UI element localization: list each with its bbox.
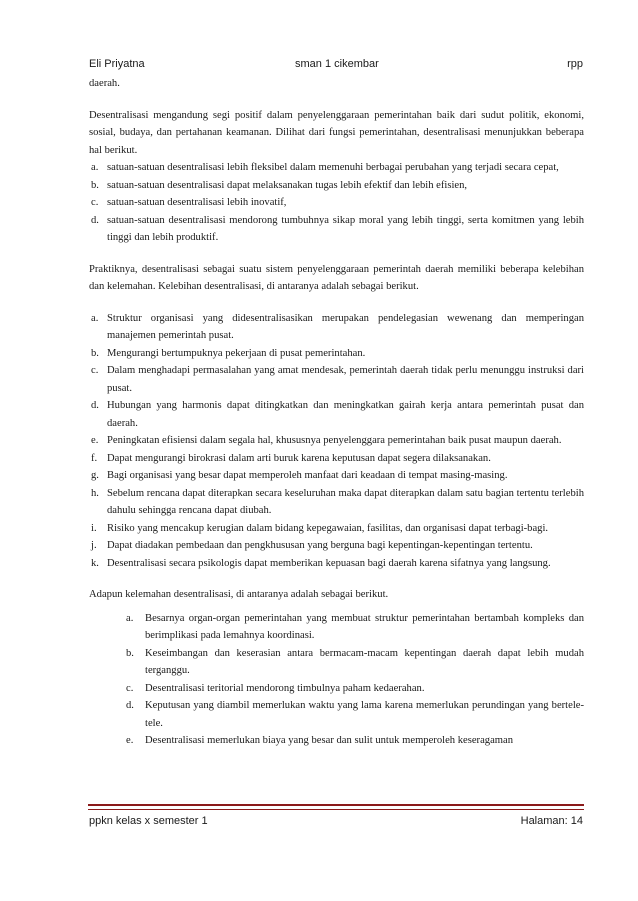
- list-item: [89, 732, 584, 750]
- list-item-text: satuan-satuan desentralisasi dapat melaksanakan tugas lebih efektif dan lebih efisien,: [107, 179, 468, 191]
- list-item-text: satuan-satuan desentralisasi lebih fleksibel dalam memenuhi berbagai perubahan yang terjadi secara cepat,: [107, 162, 559, 173]
- list-item: [89, 520, 584, 538]
- list-item-text: Peningkatan efisiensi dalam segala hal, khususnya penyelenggara pemerintahan baik pusat maupun daerah.: [107, 435, 562, 446]
- list-item-text: satuan-satuan desentralisasi mendorong tumbuhnya sikap moral yang lebih tinggi, serta komitmen yang lebih tinggi dan lebih produktif.: [107, 214, 584, 243]
- list-item: [89, 485, 584, 520]
- list-item-text: Sebelum rencana dapat diterapkan secara keseluruhan maka dapat diterapkan dalam satu bagian tertentu terlebih dahulu sehingga rencana dapat diubah.: [107, 487, 584, 516]
- list-item: [89, 610, 584, 645]
- list-item-label: b.: [126, 647, 134, 659]
- list-item-text: Besarnya organ-organ pemerintahan yang membuat struktur pemerintahan bertambah kompleks dan berimplikasi pada lemahnya koordinasi.: [145, 612, 584, 641]
- list-item-text: Keseimbangan dan keserasian antara bermacam-macam kepentingan daerah dapat lebih mudah terganggu.: [145, 647, 584, 676]
- list-item-text: satuan-satuan desentralisasi lebih inovatif,: [107, 197, 287, 208]
- list-item-text: Desentralisasi memerlukan biaya yang besar dan sulit untuk memperoleh keseragaman: [145, 735, 514, 746]
- list-item: [89, 362, 584, 397]
- list-item-label: e.: [91, 435, 99, 446]
- footer-rule-thick: [88, 804, 584, 806]
- list-item-label: k.: [91, 557, 99, 569]
- list-item: [89, 397, 584, 432]
- footer-rule-thin: [88, 809, 584, 810]
- list-item-text: Struktur organisasi yang didesentralisasikan merupakan pendelegasian wewenang dan memperingan manajemen pemerintah pusat.: [107, 312, 584, 341]
- list-item-label: b.: [91, 179, 99, 191]
- list-item: [89, 555, 584, 573]
- weaknesses-list: [89, 610, 584, 750]
- list-item: [89, 467, 584, 485]
- paragraph-weaknesses-intro: Adapun kelemahan desentralisasi, di antaranya adalah sebagai berikut.: [89, 589, 389, 600]
- paragraph-advantages-intro: Praktiknya, desentralisasi sebagai suatu sistem penyelenggaraan pemerintah daerah memiliki beberapa kelebihan dan kelemahan. Kelebihan desentralisasi, di antaranya adalah sebagai berikut.: [89, 263, 584, 292]
- list-item-label: i.: [91, 522, 97, 534]
- list-item: [89, 450, 584, 468]
- header-doc-type: rpp: [567, 58, 583, 70]
- list-item-text: Desentralisasi secara psikologis dapat memberikan kepuasan bagi daerah karena sifatnya yang langsung.: [107, 557, 551, 569]
- advantages-list: [89, 310, 584, 573]
- list-item-text: Dapat mengurangi birokrasi dalam arti buruk karena keputusan dapat segera dilaksanakan.: [107, 452, 491, 464]
- list-item-label: c.: [91, 197, 99, 208]
- list-item-label: j.: [91, 540, 97, 551]
- list-item-label: c.: [91, 365, 99, 376]
- list-item: [89, 177, 584, 195]
- list-item-label: f.: [91, 452, 98, 464]
- list-item-label: d.: [91, 400, 99, 411]
- list-item-text: Dalam menghadapi permasalahan yang amat mendesak, pemerintah daerah tidak perlu menunggu instruksi dari pusat.: [107, 365, 584, 394]
- header-school: sman 1 cikembar: [295, 58, 379, 70]
- page-footer: [0, 815, 638, 831]
- list-item-text: Desentralisasi teritorial mendorong timbulnya paham kedaerahan.: [145, 682, 425, 694]
- list-item-label: b.: [91, 347, 99, 359]
- list-item-label: e.: [126, 735, 134, 746]
- header-author: Eli Priyatna: [89, 58, 145, 70]
- list-item: [89, 194, 584, 212]
- list-item: [89, 432, 584, 450]
- list-item-text: Bagi organisasi yang besar dapat memperoleh manfaat dari keadaan di tempat masing-masing.: [107, 470, 508, 481]
- list-item-label: a.: [91, 162, 99, 173]
- document-body: [89, 75, 584, 750]
- page-header: [0, 58, 638, 74]
- list-item-label: g.: [91, 470, 99, 481]
- list-item: [89, 310, 584, 345]
- list-item-label: a.: [126, 612, 134, 624]
- footer-course: ppkn kelas x semester 1: [89, 815, 208, 827]
- list-item: [89, 537, 584, 555]
- list-item-label: a.: [91, 312, 99, 324]
- list-item-label: c.: [126, 682, 134, 694]
- list-item: [89, 680, 584, 698]
- list-item: [89, 345, 584, 363]
- intro-tail: daerah.: [89, 78, 120, 89]
- list-item-text: Mengurangi bertumpuknya pekerjaan di pusat pemerintahan.: [107, 347, 366, 359]
- list-item: [89, 159, 584, 177]
- list-item-text: Risiko yang mencakup kerugian dalam bidang kepegawaian, fasilitas, dan organisasi dapat terbagi-bagi.: [107, 522, 549, 534]
- footer-page-number: Halaman: 14: [520, 815, 583, 827]
- list-item-label: d.: [126, 700, 134, 711]
- list-item: [89, 645, 584, 680]
- list-item: [89, 212, 584, 247]
- list-item-label: h.: [91, 487, 99, 499]
- list-item-text: Keputusan yang diambil memerlukan waktu yang lama karena memerlukan perundingan yang bertele-tele.: [145, 700, 584, 729]
- paragraph-functions: Desentralisasi mengandung segi positif dalam penyelenggaraan pemerintahan baik dari sudut politik, ekonomi, sosial, budaya, dan pertahanan keamanan. Dilihat dari fungsi pemerintahan, desentralisasi menunjukkan beberapa hal berikut.: [89, 109, 584, 156]
- list-item-text: Dapat diadakan pembedaan dan pengkhususan yang berguna bagi kepentingan-kepentingan tertentu.: [107, 540, 533, 551]
- functions-list: [89, 159, 584, 247]
- list-item: [89, 697, 584, 732]
- list-item-label: d.: [91, 214, 99, 226]
- list-item-text: Hubungan yang harmonis dapat ditingkatkan dan meningkatkan gairah kerja antara pemerintah pusat dan daerah.: [107, 400, 584, 429]
